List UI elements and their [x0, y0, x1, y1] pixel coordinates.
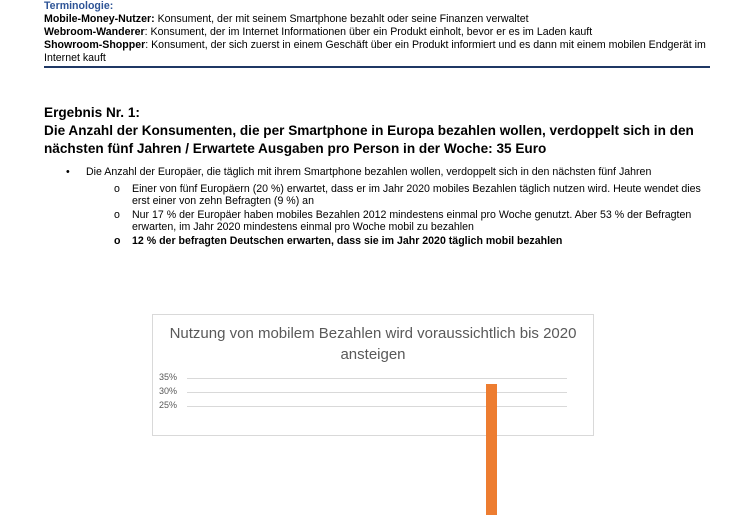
- sub-list-item-text: Einer von fünf Europäern (20 %) erwartet, dass er im Jahr 2020 mobiles Bezahlen täglich nutzen wird. Heute wendet dies erst einer von zehn Befragten (9 %) an: [132, 182, 701, 207]
- bar-2020: [486, 384, 497, 515]
- terminology-heading: Terminologie:: [44, 0, 114, 12]
- usage-chart: [152, 314, 594, 436]
- result-section: [44, 104, 724, 158]
- bullet-list: [62, 166, 702, 248]
- chart-title: Nutzung von mobilem Bezahlen wird voraussichtlich bis 2020 ansteigen: [169, 325, 577, 363]
- term-showroom: [44, 39, 710, 65]
- gridline: [187, 378, 567, 379]
- y-tick-label: 35%: [159, 372, 178, 382]
- sub-list-item: [62, 235, 702, 248]
- sub-list: [62, 183, 702, 248]
- circle-bullet-icon: o: [114, 234, 121, 247]
- circle-bullet-icon: o: [114, 182, 120, 195]
- y-tick-label: 25%: [159, 400, 178, 410]
- sub-list-item-text: 12 % der befragten Deutschen erwarten, dass sie im Jahr 2020 täglich mobil bezahlen: [132, 234, 563, 247]
- term-mobile-money: [44, 13, 710, 26]
- gridline: [187, 392, 567, 393]
- term-label: Webroom-Wanderer: [44, 26, 145, 38]
- term-label: Showroom-Shopper: [44, 39, 146, 51]
- term-definition: : Konsument, der im Internet Informationen über ein Produkt einholt, bevor er es im Laden kauft: [144, 26, 593, 38]
- result-headline: Die Anzahl der Konsumenten, die per Smartphone in Europa bezahlen wollen, verdoppelt sich in den nächsten fünf Jahren / Erwartete Ausgaben pro Person in der Woche: 35 Euro: [44, 123, 694, 156]
- term-label: Mobile-Money-Nutzer:: [44, 13, 155, 25]
- circle-bullet-icon: o: [114, 208, 120, 221]
- term-definition: : Konsument, der sich zuerst in einem Geschäft über ein Produkt informiert und es dann mit einem mobilen Endgerät im Internet kauft: [44, 39, 706, 64]
- sub-list-item: [62, 209, 702, 234]
- y-tick-label: 30%: [159, 386, 178, 396]
- result-label: Ergebnis Nr. 1:: [44, 105, 140, 120]
- bullet-icon: •: [66, 166, 70, 178]
- sub-list-item-text: Nur 17 % der Europäer haben mobiles Bezahlen 2012 mindestens einmal pro Woche genutzt. Aber 53 % der Befragten erwarten, im Jahr 2020 mindestens einmal pro Woche mobil zu bezahlen: [132, 208, 692, 233]
- gridline: [187, 406, 567, 407]
- list-item: [62, 166, 702, 179]
- list-item-text: Die Anzahl der Europäer, die täglich mit ihrem Smartphone bezahlen wollen, verdoppelt sich in den nächsten fünf Jahren: [86, 166, 652, 178]
- sub-list-item: [62, 183, 702, 208]
- term-webroom: [44, 26, 710, 39]
- term-definition: Konsument, der mit seinem Smartphone bezahlt oder seine Finanzen verwaltet: [154, 13, 529, 25]
- terminology-box: [44, 0, 710, 68]
